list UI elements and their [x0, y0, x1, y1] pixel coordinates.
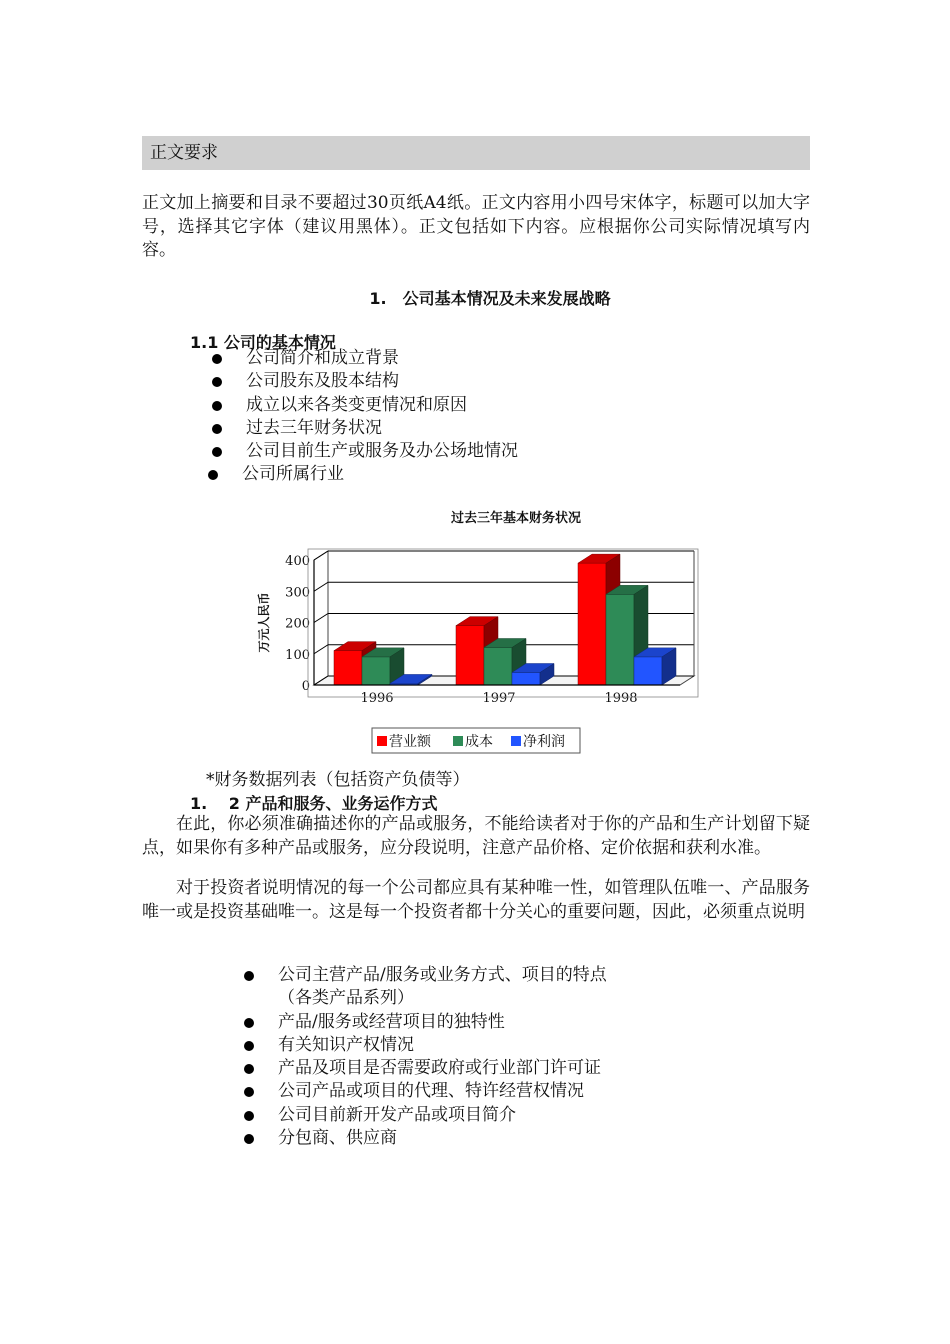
list-item: 公司简介和成立背景 [212, 347, 518, 370]
list-item: 产品/服务或经营项目的独特性 [244, 1011, 607, 1034]
bullet-icon [244, 1111, 254, 1121]
list-item: 有关知识产权情况 [244, 1034, 607, 1057]
bullet-icon [212, 424, 222, 434]
bullet-icon [244, 1064, 254, 1074]
bar [512, 673, 540, 686]
bullet-icon [244, 1018, 254, 1028]
list-item-subtext: （各类产品系列） [278, 988, 414, 1009]
y-tick-label: 300 [285, 585, 310, 601]
intro-paragraph: 正文加上摘要和目录不要超过30页纸A4纸。正文内容用小四号宋体字，标题可以加大字号，选择其它字体（建议用黑体）。正文包括如下内容。应根据你公司实际情况填写内容。 [142, 193, 810, 260]
bullet-icon [212, 377, 222, 387]
bar [456, 626, 484, 685]
list-item: 过去三年财务状况 [212, 417, 518, 440]
y-tick-label: 100 [285, 647, 310, 663]
bullet-icon [212, 401, 222, 411]
list-item: 分包商、供应商 [244, 1127, 607, 1150]
chart-title: 过去三年基本财务状况 [450, 511, 581, 526]
heading-1-2: 1. 2 产品和服务、业务运作方式 [190, 794, 438, 813]
list-item: 产品及项目是否需要政府或行业部门许可证 [244, 1057, 607, 1080]
section-title: 正文要求 [150, 143, 218, 163]
list-item: 公司所属行业 [208, 463, 514, 486]
bullet-icon [208, 470, 218, 480]
list-item: 公司主营产品/服务或业务方式、项目的特点 （各类产品系列） [244, 964, 607, 1011]
uniqueness-paragraph: 对于投资者说明情况的每一个公司都应具有某种唯一性，如管理队伍唯一、产品服务唯一或是投资基础唯一。这是每一个投资者都十分关心的重要问题，因此，必须重点说明 [142, 878, 810, 922]
legend-label: 净利润 [523, 734, 565, 750]
x-tick-label: 1996 [360, 691, 394, 706]
basic-info-list [212, 347, 518, 487]
section-title-bar [142, 136, 810, 170]
bar [606, 594, 634, 685]
legend-swatch [377, 736, 387, 746]
y-tick-label: 200 [285, 616, 310, 632]
x-tick-label: 1998 [604, 691, 638, 706]
y-tick-label: 0 [301, 679, 310, 694]
bar [334, 651, 362, 685]
bullet-icon [212, 354, 222, 364]
bullet-icon [244, 1041, 254, 1051]
bar [484, 648, 512, 686]
legend-label: 营业额 [389, 734, 431, 750]
products-list [244, 964, 607, 1150]
legend-swatch [453, 736, 463, 746]
legend-label: 成本 [465, 734, 493, 750]
list-item: 成立以来各类变更情况和原因 [212, 394, 518, 417]
y-tick-label: 400 [285, 554, 310, 569]
bar [634, 657, 662, 685]
bullet-icon [212, 447, 222, 457]
list-item: 公司目前新开发产品或项目简介 [244, 1104, 607, 1127]
bar-chart [252, 538, 712, 760]
bar [578, 563, 606, 685]
heading-1: 1. 公司基本情况及未来发展战略 [369, 289, 611, 308]
heading-1-1: 1.1 公司的基本情况 [190, 333, 336, 352]
financial-note: *财务数据列表（包括资产负债等） [206, 770, 470, 790]
bullet-icon [244, 1134, 254, 1144]
y-axis-label: 万元人民币 [257, 592, 271, 653]
list-item: 公司目前生产或服务及办公场地情况 [212, 440, 518, 463]
bullet-icon [244, 1087, 254, 1097]
bar [362, 657, 390, 685]
products-paragraph: 在此，你必须准确描述你的产品或服务，不能给读者对于你的产品和生产计划留下疑点，如果你有多种产品或服务，应分段说明，注意产品价格、定价依据和获利水准。 [142, 814, 810, 858]
x-tick-label: 1997 [482, 691, 516, 706]
legend-swatch [511, 736, 521, 746]
list-item: 公司股东及股本结构 [212, 370, 518, 393]
bullet-icon [244, 971, 254, 981]
list-item: 公司产品或项目的代理、特许经营权情况 [244, 1080, 607, 1103]
